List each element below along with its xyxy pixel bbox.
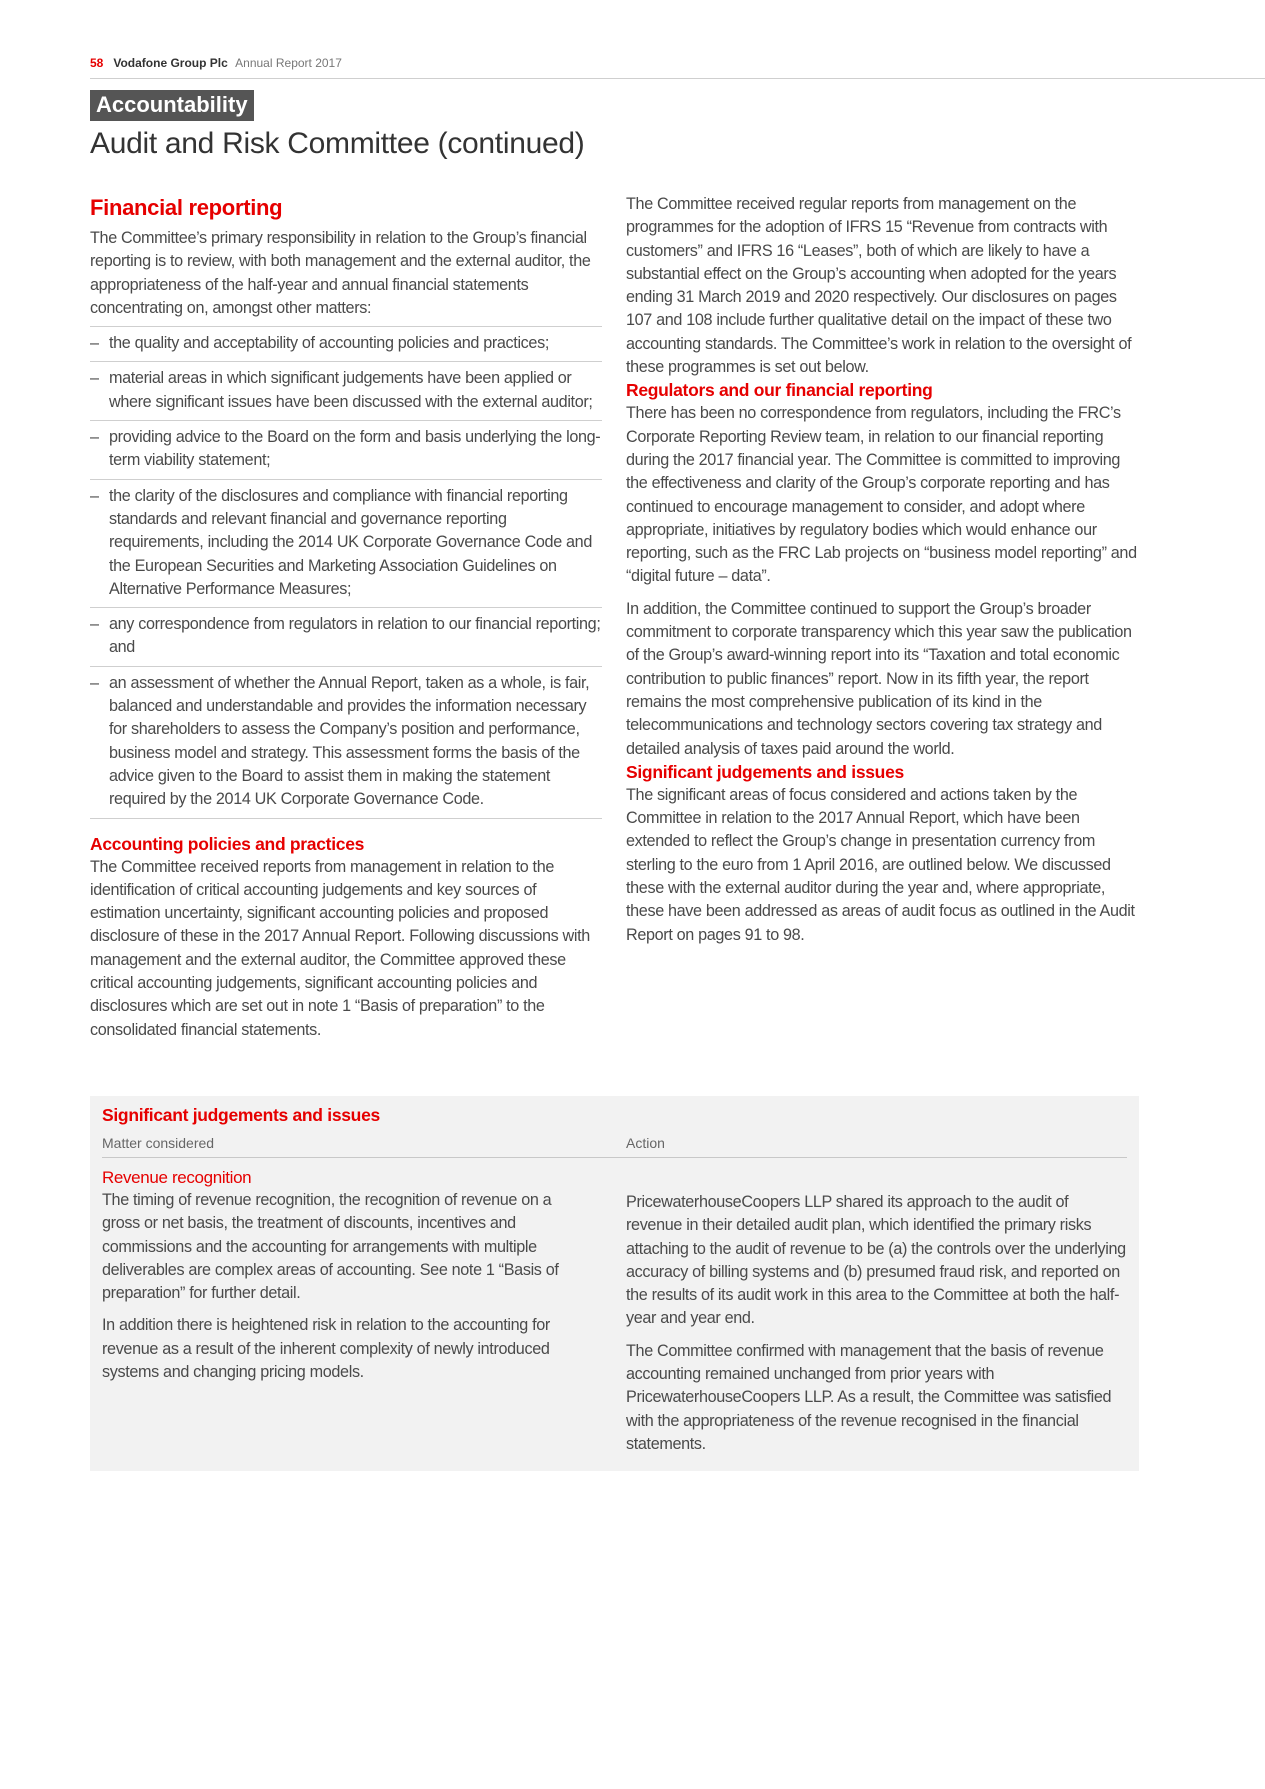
list-item: – material areas in which significant judgements have been applied or where significant issues have been discussed with the external auditor;: [90, 361, 602, 420]
company-name: Vodafone Group Plc: [113, 56, 228, 70]
accounting-policies-text: The Committee received reports from management in relation to the identification of critical accounting judgements and key sources of estimation uncertainty, significant accounting policies and proposed disclosure of these in the 2017 Annual Report. Following discussions with management and the external auditor, the Committee approved these critical accounting judgements, significant accounting policies and disclosures which are set out in note 1 “Basis of preparation” to the consolidated financial statements.: [90, 857, 590, 1039]
regulators-heading: Regulators and our financial reporting: [626, 380, 933, 401]
table-header-row: [102, 1131, 1127, 1158]
financial-reporting-intro: The Committee’s primary responsibility in relation to the Group’s financial reporting is to review, with both management and the external auditor, the appropriateness of the half-year and annual financial statements concentrating on, amongst other matters:: [90, 229, 591, 317]
right-column: [626, 193, 1138, 947]
judgements-text: The significant areas of focus considered and actions taken by the Committee in relation to the 2017 Annual Report, which have been extended to reflect the Group’s change in presentation currency from sterling to the euro from 1 April 2016, are outlined below. We discussed these with the external auditor during the year and, where appropriate, these have been addressed as areas of audit focus as outlined in the Audit Report on pages 91 to 98.: [626, 785, 1135, 944]
judgements-table: [90, 1096, 1139, 1471]
list-item: – any correspondence from regulators in relation to our financial reporting; and: [90, 607, 602, 666]
table-title: Significant judgements and issues: [102, 1105, 380, 1125]
column-header-action: Action: [626, 1135, 665, 1151]
responsibilities-list: [90, 326, 602, 818]
page-number: 58: [90, 56, 104, 70]
transparency-text: In addition, the Committee continued to support the Group’s broader commitment to corporate transparency which this year saw the publication of the Group’s award-winning report into its “Taxation and total economic contribution to public finances” report. Now in its fifth year, the report remains the most comprehensive publication of its kind in the telecommunications and technology sectors covering tax strategy and detailed analysis of taxes paid around the world.: [626, 599, 1132, 758]
accounting-policies-heading: Accounting policies and practices: [90, 833, 365, 854]
list-item: – an assessment of whether the Annual Report, taken as a whole, is fair, balanced and understandable and provides the information necessary for shareholders to assess the Company’s position and performance, business model and strategy. This assessment forms the basis of the advice given to the Board to assist them in making the statement required by the 2014 UK Corporate Governance Code.: [90, 666, 602, 818]
action-paragraph: PricewaterhouseCoopers LLP shared its approach to the audit of revenue in their detailed audit plan, which identified the primary risks attaching to the audit of revenue to be (a) the controls over the underlying accuracy of billing systems and (b) presumed fraud risk, and reported on the results of its audit work in this area to the Committee at both the half-year and year end.: [626, 1193, 1126, 1328]
page-header: [90, 56, 1265, 79]
matter-cell: [102, 1166, 580, 1384]
action-paragraph: The Committee confirmed with management that the basis of revenue accounting remained unchanged from prior years with PricewaterhouseCoopers LLP. As a result, the Committee was satisfied with the appropriateness of the revenue recognised in the financial statements.: [626, 1341, 1112, 1453]
matter-title: Revenue recognition: [102, 1168, 252, 1187]
financial-reporting-heading: Financial reporting: [90, 195, 283, 220]
list-item: – the quality and acceptability of accounting policies and practices;: [90, 326, 602, 361]
report-name: Annual Report 2017: [235, 56, 342, 70]
section-label: Accountability: [90, 90, 254, 121]
list-item: – the clarity of the disclosures and compliance with financial reporting standards and relevant financial and governance reporting requirements, including the 2014 UK Corporate Governance Code and the European Securities and Marketing Association Guidelines on Alternative Performance Measures;: [90, 479, 602, 607]
list-item: – providing advice to the Board on the form and basis underlying the long-term viability statement;: [90, 420, 602, 479]
matter-paragraph: In addition there is heightened risk in relation to the accounting for revenue as a result of the inherent complexity of newly introduced systems and changing pricing models.: [102, 1316, 550, 1382]
left-column: [90, 195, 602, 1042]
action-cell: [626, 1191, 1126, 1456]
ifrs-programmes-text: The Committee received regular reports from management on the programmes for the adoption of IFRS 15 “Revenue from contracts with customers” and IFRS 16 “Leases”, both of which are likely to have a substantial effect on the Group’s accounting when adopted for the years ending 31 March 2019 and 2020 respectively. Our disclosures on pages 107 and 108 include further qualitative detail on the impact of these two accounting standards. The Committee’s work in relation to the oversight of these programmes is set out below.: [626, 195, 1132, 377]
regulators-text: There has been no correspondence from regulators, including the FRC’s Corporate Reporting Review team, in relation to our financial reporting during the 2017 financial year. The Committee is committed to improving the effectiveness and clarity of the Group’s corporate reporting and has continued to encourage management to consider, and adopt where appropriate, initiatives by regulatory bodies which would enhance our reporting, such as the FRC Lab projects on “business model reporting” and “digital future – data”.: [626, 404, 1137, 586]
page-title: Audit and Risk Committee (continued): [90, 127, 585, 160]
judgements-heading: Significant judgements and issues: [626, 761, 904, 782]
matter-paragraph: The timing of revenue recognition, the recognition of revenue on a gross or net basis, the treatment of discounts, incentives and commissions and the accounting for arrangements with multiple deliverables are complex areas of accounting. See note 1 “Basis of preparation” for further detail.: [102, 1191, 559, 1303]
column-header-matter: Matter considered: [102, 1135, 215, 1151]
